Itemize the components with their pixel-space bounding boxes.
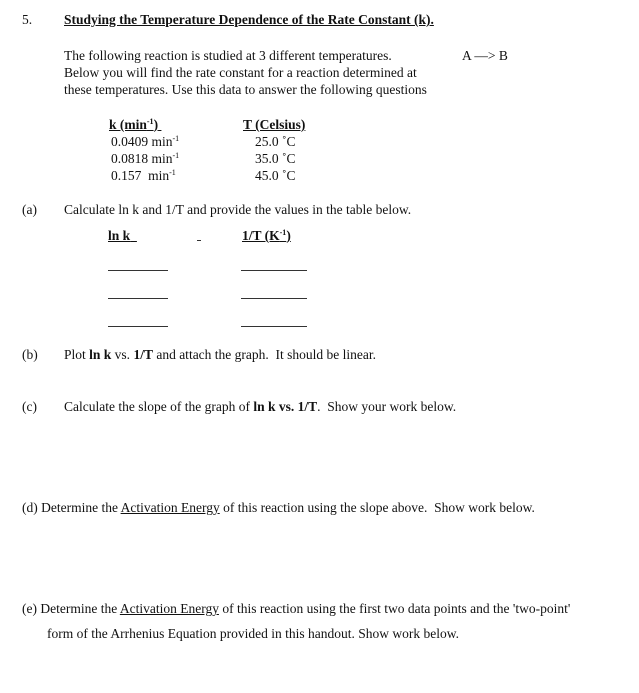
k-value-2: 0.0818 $\min^{-1}$ [111,151,180,166]
inverse-t-answer-blank-1[interactable] [241,270,307,271]
part-e-text-line-2: form of the Arrhenius Equation provided in this handout. Show work below. [47,626,459,641]
k-value-3: 0.157 $\min^{-1}$ [111,168,176,183]
part-c-text: Calculate the slope of the graph of ln k vs. 1/T. Show your work below. [64,399,457,414]
t-value-2: 35.0 ˚C [255,151,296,166]
ln-k-answer-blank-3[interactable] [108,326,168,327]
k-value-1: 0.0409 $\min^{-1}$ [111,134,180,149]
question-number: 5. [22,12,33,27]
ln-k-answer-blank-2[interactable] [108,298,168,299]
t-value-3: 45.0 ˚C [255,168,296,183]
part-c-label: (c) [22,399,37,414]
reaction-equation: A —> B [462,48,508,63]
part-d-text: (d) Determine the Activation Energy of this reaction using the slope above. Show work below. [22,500,535,515]
question-title: Studying the Temperature Dependence of the Rate Constant (k). [64,12,434,27]
header-separator-mark [197,240,201,241]
part-b-text: Plot ln k vs. 1/T and attach the graph. It should be linear. [64,347,377,362]
k-column-header: k $(\min^{-1})$ [109,117,159,132]
inverse-t-column-header: 1/T $(K^{-1})$ [242,228,291,243]
activation-energy-term: Activation Energy [119,601,219,616]
intro-line-1: The following reaction is studied at 3 different temperatures. [64,48,392,63]
intro-line-3: these temperatures. Use this data to answer the following questions [64,82,427,97]
intro-line-2: Below you will find the rate constant for a reaction determined at [64,65,417,80]
part-b-label: (b) [22,347,38,362]
activation-energy-term: Activation Energy [120,500,220,515]
t-value-1: 25.0 ˚C [255,134,296,149]
ln-k-column-header: ln k [108,228,131,243]
part-a-text: Calculate ln k and 1/T and provide the values in the table below. [64,202,412,217]
t-column-header: T (Celsius) [243,117,306,132]
ln-k-answer-blank-1[interactable] [108,270,168,271]
inverse-t-answer-blank-3[interactable] [241,326,307,327]
part-a-label: (a) [22,202,37,217]
inverse-t-answer-blank-2[interactable] [241,298,307,299]
part-e-text: (e) Determine the Activation Energy of this reaction using the first two data points and the 'two-point' [22,601,571,616]
